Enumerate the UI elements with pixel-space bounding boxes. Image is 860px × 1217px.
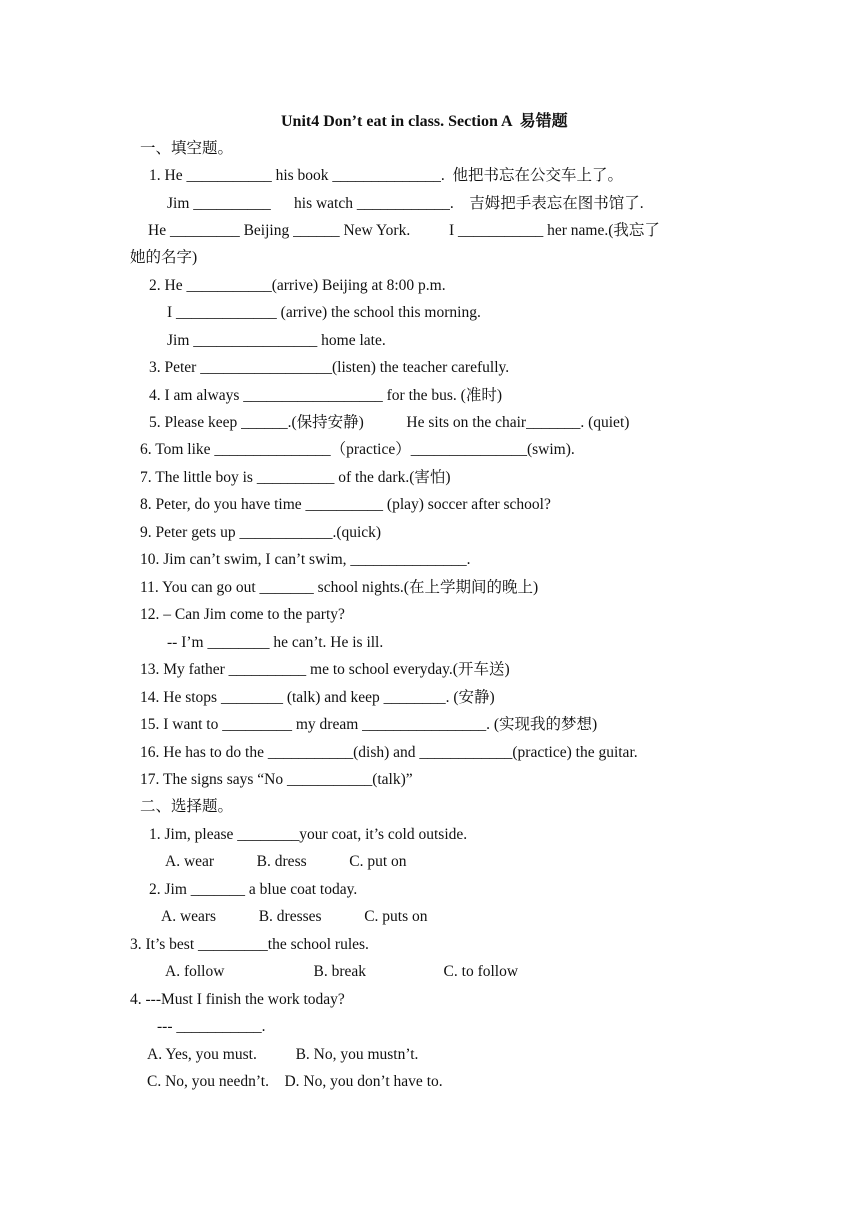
question-line: 16. He has to do the ___________(dish) and ____________(practice) the guitar. [140,744,638,761]
question-line: Jim ________________ home late. [167,332,386,349]
question-line: 14. He stops ________ (talk) and keep ________. (安静) [140,689,495,706]
question-line: 8. Peter, do you have time __________ (play) soccer after school? [140,496,551,513]
question-line: Jim __________ his watch ____________. 吉姆把手表忘在图书馆了. [167,195,644,212]
question-line: 12. – Can Jim come to the party? [140,606,345,623]
question-line: 2. He ___________(arrive) Beijing at 8:00 p.m. [149,277,446,294]
question-line: 9. Peter gets up ____________.(quick) [140,524,382,541]
question-line: 11. You can go out _______ school nights.(在上学期间的晚上) [140,579,539,596]
question-line: 13. My father __________ me to school everyday.(开车送) [140,661,510,678]
question-line: 17. The signs says “No ___________(talk)” [140,771,413,788]
question-line: 2. Jim _______ a blue coat today. [149,881,358,898]
answer-options: A. Yes, you must. B. No, you mustn’t. [147,1046,419,1063]
question-line: 7. The little boy is __________ of the dark.(害怕) [140,469,451,486]
question-line: 4. ---Must I finish the work today? [130,991,345,1008]
question-line: 15. I want to _________ my dream ________________. (实现我的梦想) [140,716,598,733]
page-title: Unit4 Don’t eat in class. Section A 易错题 [281,113,568,130]
question-line: -- I’m ________ he can’t. He is ill. [167,634,384,651]
section-heading-multiple-choice: 二、选择题。 [140,798,234,815]
question-line: 5. Please keep ______.(保持安静) He sits on the chair_______. (quiet) [149,414,630,431]
question-line: I _____________ (arrive) the school this morning. [167,304,481,321]
question-line: 她的名字) [130,249,198,266]
question-line: --- ___________. [157,1018,266,1035]
question-line: 10. Jim can’t swim, I can’t swim, _______________. [140,551,471,568]
question-line: 4. I am always __________________ for the bus. (准时) [149,387,503,404]
section-heading-fill-in: 一、填空题。 [140,140,234,157]
answer-options: A. wear B. dress C. put on [165,853,407,870]
question-line: He _________ Beijing ______ New York. I ___________ her name.(我忘了 [148,222,660,239]
answer-options: C. No, you needn’t. D. No, you don’t have to. [147,1073,443,1090]
answer-options: A. follow B. break C. to follow [165,963,519,980]
question-line: 3. It’s best _________the school rules. [130,936,369,953]
question-line: 1. He ___________ his book ______________. 他把书忘在公交车上了。 [149,167,624,184]
question-line: 6. Tom like _______________（practice）_______________(swim). [140,441,575,458]
question-line: 1. Jim, please ________your coat, it’s cold outside. [149,826,468,843]
question-line: 3. Peter _________________(listen) the teacher carefully. [149,359,510,376]
answer-options: A. wears B. dresses C. puts on [161,908,428,925]
